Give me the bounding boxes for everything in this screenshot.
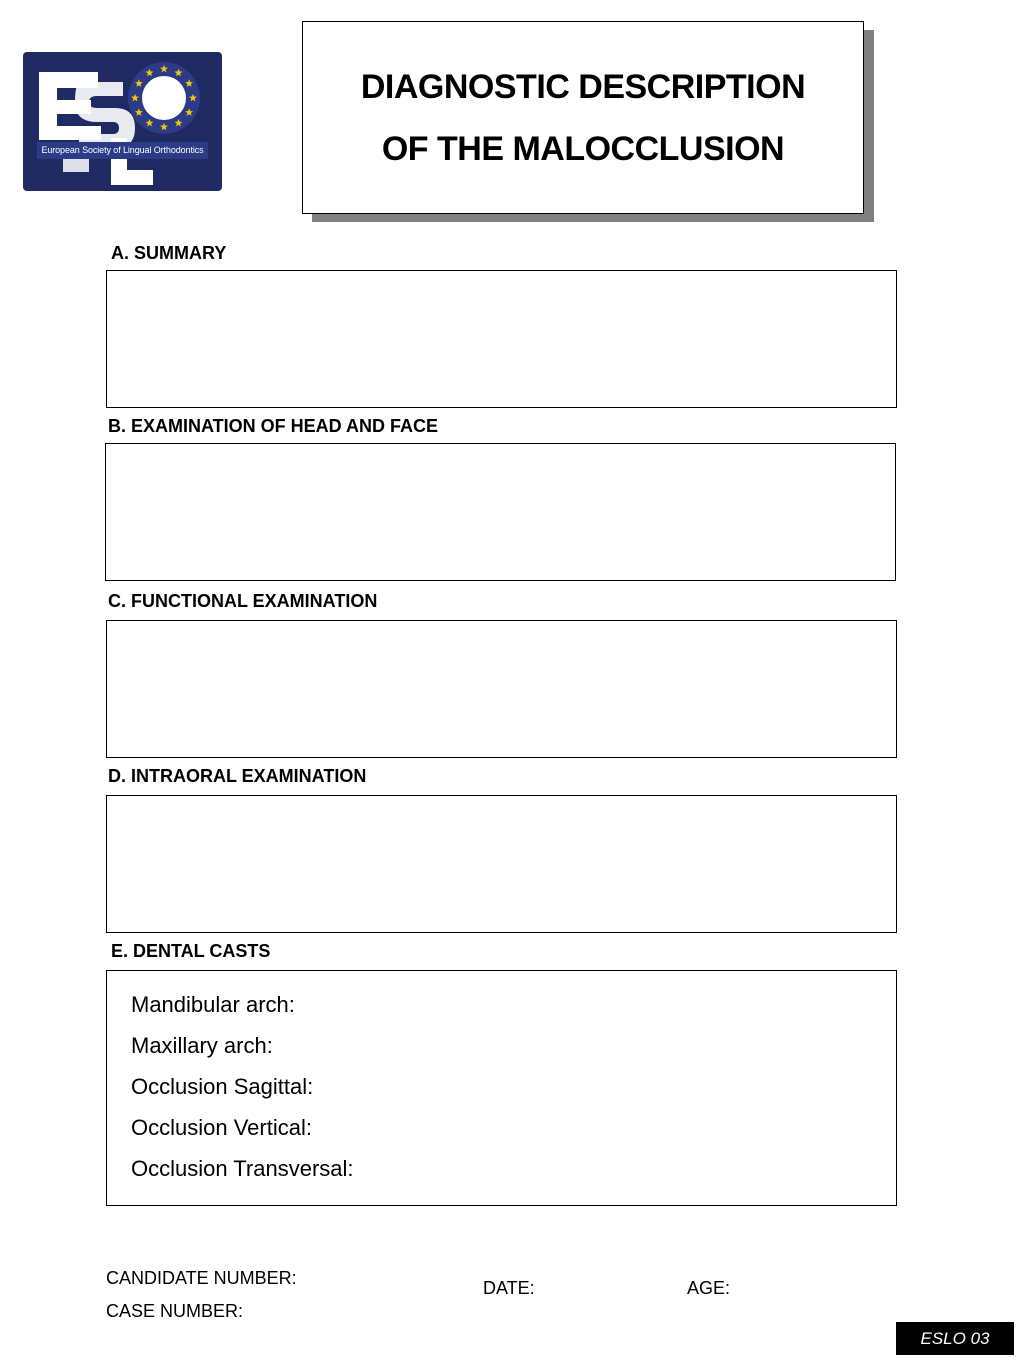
eslo-logo — [23, 52, 222, 191]
eslo-logo-graphic — [23, 52, 222, 191]
case-number-label: CASE NUMBER: — [106, 1301, 244, 1321]
occlusion-transversal-label: Occlusion Transversal: — [131, 1156, 354, 1181]
title-box — [302, 21, 864, 214]
occlusion-vertical-label: Occlusion Vertical: — [131, 1115, 312, 1140]
eslo-badge: ESLO 03 — [896, 1322, 1014, 1355]
functional-box[interactable] — [106, 620, 897, 758]
occlusion-sagittal-label: Occlusion Sagittal: — [131, 1074, 314, 1099]
candidate-number-label: CANDIDATE NUMBER: — [106, 1268, 297, 1288]
logo-caption: European Society of Lingual Orthodontics — [37, 142, 208, 159]
dental-casts-box[interactable] — [106, 970, 897, 1206]
intraoral-box[interactable] — [106, 795, 897, 933]
section-d-label: D. INTRAORAL EXAMINATION — [108, 766, 367, 786]
section-e-label: E. DENTAL CASTS — [111, 941, 271, 961]
head-face-box[interactable] — [105, 443, 896, 581]
logo-ring-center — [142, 76, 186, 120]
title-line-1: DIAGNOSTIC DESCRIPTION — [360, 68, 806, 106]
section-a-label: A. SUMMARY — [111, 243, 227, 263]
title-line-2: OF THE MALOCCLUSION — [381, 130, 785, 168]
section-b-label: B. EXAMINATION OF HEAD AND FACE — [108, 416, 439, 436]
date-label: DATE: — [483, 1278, 535, 1298]
mandibular-arch-label: Mandibular arch: — [131, 992, 295, 1017]
age-label: AGE: — [687, 1278, 731, 1298]
maxillary-arch-label: Maxillary arch: — [131, 1033, 273, 1058]
summary-box[interactable] — [106, 270, 897, 408]
section-c-label: C. FUNCTIONAL EXAMINATION — [108, 591, 378, 611]
